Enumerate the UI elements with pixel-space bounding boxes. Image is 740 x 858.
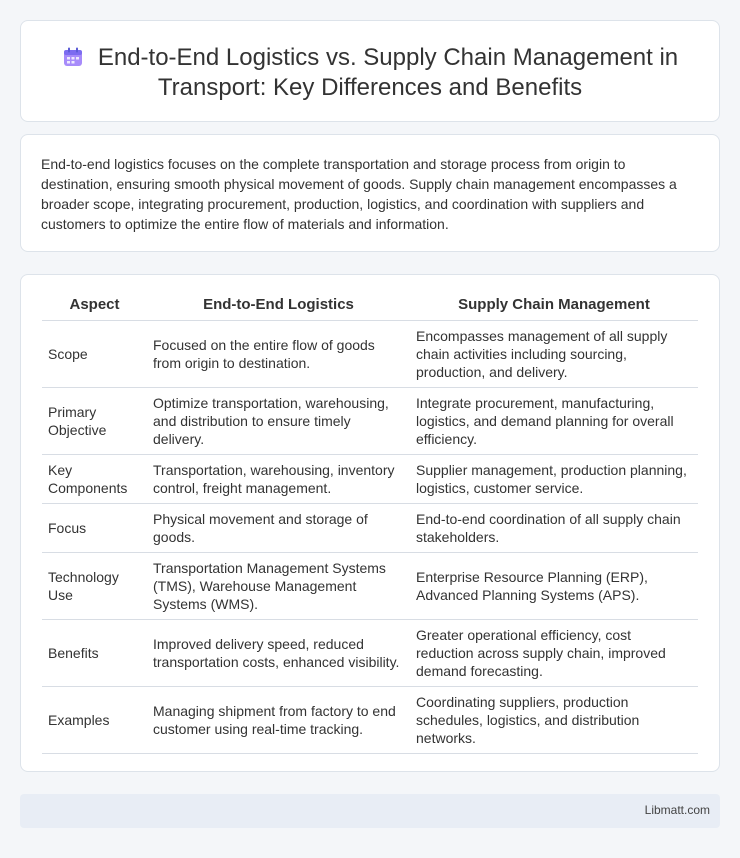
calendar-icon (62, 46, 84, 68)
table-row (42, 552, 698, 619)
cell-end-to-end: Physical movement and storage of goods. (147, 503, 410, 552)
table-row (42, 503, 698, 552)
table-row (42, 387, 698, 454)
cell-end-to-end: Transportation Management Systems (TMS), Warehouse Management Systems (WMS). (147, 552, 410, 619)
title-card (20, 20, 720, 122)
header-supply-chain-management: Supply Chain Management (410, 296, 698, 320)
page-title (21, 43, 719, 103)
table-row (42, 686, 698, 753)
cell-supply-chain: Greater operational efficiency, cost reduction across supply chain, improved demand forecasting. (410, 619, 698, 686)
table-row (42, 320, 698, 387)
cell-aspect: Examples (42, 686, 147, 753)
comparison-card (20, 274, 720, 772)
cell-supply-chain: Integrate procurement, manufacturing, logistics, and demand planning for overall efficiency. (410, 387, 698, 454)
cell-end-to-end: Optimize transportation, warehousing, and distribution to ensure timely delivery. (147, 387, 410, 454)
cell-supply-chain: Enterprise Resource Planning (ERP), Advanced Planning Systems (APS). (410, 552, 698, 619)
cell-supply-chain: End-to-end coordination of all supply chain stakeholders. (410, 503, 698, 552)
cell-aspect: Primary Objective (42, 387, 147, 454)
header-end-to-end-logistics: End-to-End Logistics (147, 296, 410, 320)
table-row (42, 619, 698, 686)
cell-aspect: Benefits (42, 619, 147, 686)
footer-brand[interactable]: Libmatt.com (644, 803, 710, 817)
cell-supply-chain: Encompasses management of all supply chain activities including sourcing, production, and delivery. (410, 320, 698, 387)
cell-end-to-end: Transportation, warehousing, inventory control, freight management. (147, 454, 410, 503)
cell-aspect: Technology Use (42, 552, 147, 619)
title-text: End-to-End Logistics vs. Supply Chain Management in Transport: Key Differences and Benefits (97, 44, 679, 101)
cell-end-to-end: Focused on the entire flow of goods from origin to destination. (147, 320, 410, 387)
header-aspect: Aspect (42, 296, 147, 320)
footer (20, 794, 720, 828)
cell-supply-chain: Coordinating suppliers, production schedules, logistics, and distribution networks. (410, 686, 698, 753)
cell-supply-chain: Supplier management, production planning, logistics, customer service. (410, 454, 698, 503)
cell-aspect: Key Components (42, 454, 147, 503)
cell-aspect: Focus (42, 503, 147, 552)
comparison-table (42, 296, 698, 754)
intro-card (20, 134, 720, 252)
table-header-row (42, 296, 698, 320)
cell-aspect: Scope (42, 320, 147, 387)
intro-paragraph: End-to-end logistics focuses on the complete transportation and storage process from origin to destination, ensuring smooth physical movement of goods. Supply chain management encompasses a broader scope, integrating procurement, production, logistics, and coordination with suppliers and customers to optimize the entire flow of materials and information. (41, 156, 677, 232)
cell-end-to-end: Managing shipment from factory to end customer using real-time tracking. (147, 686, 410, 753)
cell-end-to-end: Improved delivery speed, reduced transportation costs, enhanced visibility. (147, 619, 410, 686)
table-row (42, 454, 698, 503)
